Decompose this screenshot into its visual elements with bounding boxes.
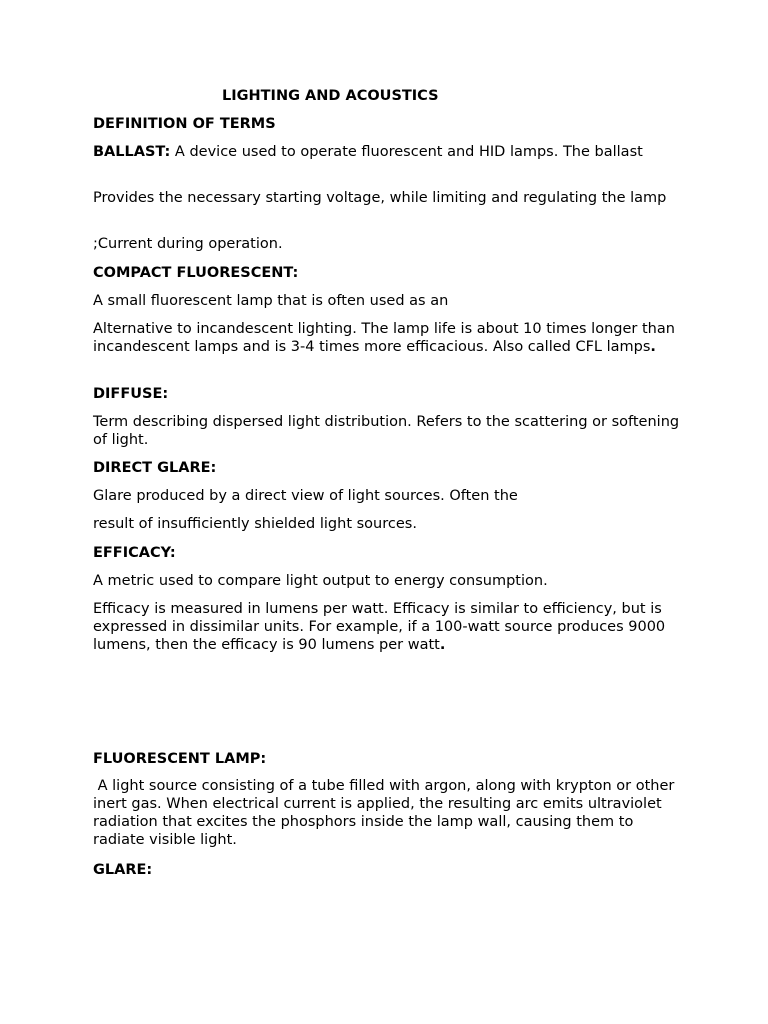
ballast-text-3: ;Current during operation.: [93, 236, 283, 252]
glare-term: GLARE:: [93, 862, 153, 878]
efficacy-term: EFFICACY:: [93, 545, 176, 561]
ballast-term: BALLAST:: [93, 144, 171, 160]
direct-glare-text-2: result of insufficiently shielded light sources.: [93, 516, 417, 532]
efficacy-text-2-wrap: [93, 600, 683, 654]
diffuse-term: DIFFUSE:: [93, 386, 169, 402]
compact-fluorescent-period: .: [650, 339, 656, 355]
ballast-text-1: A device used to operate fluorescent and HID lamps. The ballast: [170, 144, 643, 160]
direct-glare-text-1: Glare produced by a direct view of light sources. Often the: [93, 488, 518, 504]
efficacy-text-2: Efficacy is measured in lumens per watt. Efficacy is similar to efficiency, but is expressed in dissimilar units. For example, if a 100-watt source produces 9000 lumens, then the efficacy is 90 lumens per watt: [93, 601, 666, 653]
fluorescent-lamp-term: FLUORESCENT LAMP:: [93, 751, 267, 767]
ballast-text-2: Provides the necessary starting voltage, while limiting and regulating the lamp: [93, 190, 667, 206]
document-title: LIGHTING AND ACOUSTICS: [222, 88, 439, 104]
compact-fluorescent-text-2: Alternative to incandescent lighting. The lamp life is about 10 times longer than incandescent lamps and is 3-4 times more efficacious. Also called CFL lamps: [93, 321, 675, 355]
compact-fluorescent-text-2-wrap: [93, 320, 683, 356]
ballast-definition: [93, 143, 683, 161]
efficacy-period: .: [439, 637, 446, 653]
efficacy-text-1: A metric used to compare light output to energy consumption.: [93, 573, 548, 589]
compact-fluorescent-text-1: A small fluorescent lamp that is often used as an: [93, 293, 449, 309]
diffuse-text-1: Term describing dispersed light distribution. Refers to the scattering or softening of light.: [93, 414, 680, 448]
direct-glare-term: DIRECT GLARE:: [93, 460, 217, 476]
compact-fluorescent-term: COMPACT FLUORESCENT:: [93, 265, 299, 281]
fluorescent-lamp-text-1: A light source consisting of a tube filled with argon, along with krypton or other inert gas. When electrical current is applied, the resulting arc emits ultraviolet radiation that excites the phosphors inside the lamp wall, causing them to radiate visible light.: [93, 778, 679, 848]
section-heading: DEFINITION OF TERMS: [93, 116, 276, 132]
